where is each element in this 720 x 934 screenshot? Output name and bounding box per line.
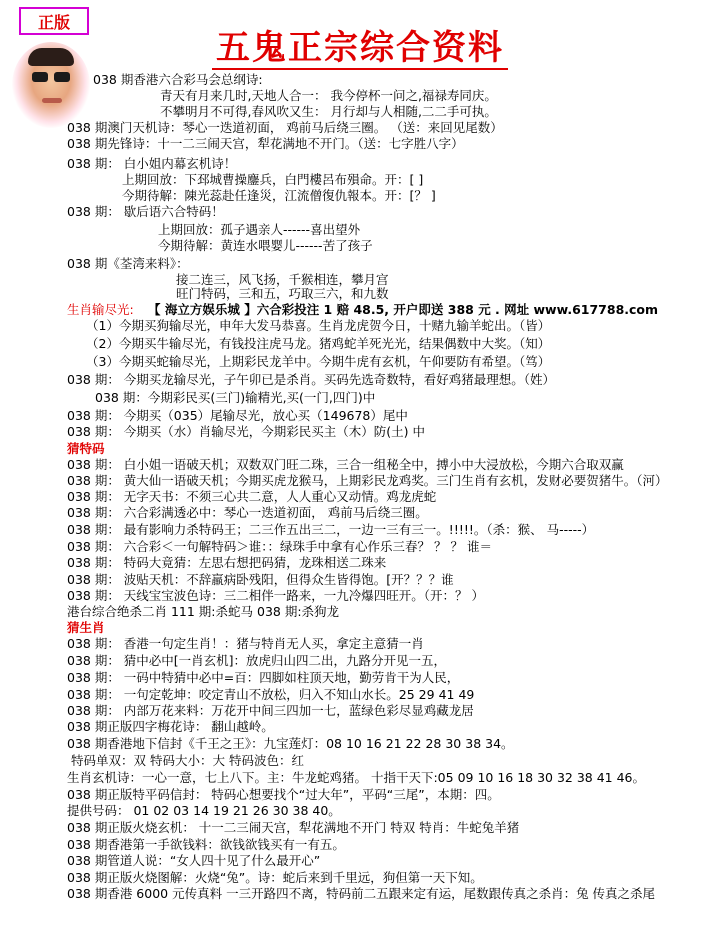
text-line: 上期回放：孤子遇亲人------喜出望外 (158, 222, 361, 237)
text-line: 038 期： 六合彩＜一句解特码＞谁：：绿珠手中拿有心作乐三春？ ？ ？ 谁＝ (67, 539, 492, 554)
text-line: 038 期： 天线宝宝波色诗：三二相伴一路来，一九冷爆四旺开。（开：？ ） (67, 588, 485, 603)
text-line: 旺门特码，三和五，巧取三六，和九数 (176, 286, 389, 301)
section-heading: 猜特码 (67, 441, 105, 456)
text-line: 038 期： 黄大仙一语破天机；今期买虎龙猴马，上期彩民龙鸡奖。三门生肖有玄机，发财必要贺猪牛。（河） (67, 473, 668, 488)
page-title (0, 20, 720, 69)
text-line: 038 期： 今期买（水）肖输尽光，今期彩民买主（木）防(土) 中 (67, 424, 426, 439)
text-line: 提供号码： 01 02 03 14 19 21 26 30 38 40。 (67, 803, 341, 818)
text-line: 038 期正版四字梅花诗： 翻山越岭。 (67, 719, 274, 734)
text-line: 038 期《荃湾来料》： (67, 256, 189, 271)
text-line: 038 期： 特码大竟猜：左思右想把码猜，龙珠相送二珠来 (67, 555, 387, 570)
text-line: 038 期正版特平码信封： 特码心想要找个“过大年”，平码“三尾”，本期：四。 (67, 787, 500, 802)
text-line: 038 期： 今期买（035）尾输尽光，放心买（149678）尾中 (67, 408, 408, 423)
text-line: 038 期： 猜中必中[一肖玄机]：放虎归山四二出，九路分开见一五， (67, 653, 447, 668)
text-line: 038 期： 歇后语六合特码！ (67, 204, 224, 219)
text-line: 生肖输尽光: (67, 302, 134, 317)
text-line: 038 期： 今期买龙输尽光，子午卯已是杀肖。买码先选奇数特，看好鸡猪最理想。（姓） (67, 372, 556, 387)
text-line: 038 期管道人说：“女人四十见了什么最开心” (67, 853, 321, 868)
text-line: 038 期正版火烧玄机： 十一二三闹天宫，犁花满地不开门 特双 特肖：牛蛇兔羊猪 (67, 820, 520, 835)
text-line: 038 期： 内部万花来料：万花开中间三四加一七，蓝绿色彩尽显鸡藏龙居 (67, 703, 474, 718)
text-line: 上期回放：下邳城曹操鏖兵，白門樓呂布殞命。开：[ ] (122, 172, 424, 187)
text-line: （1）今期买狗输尽光，申年大发马恭喜。生肖龙虎贺今日，十赌九输羊蛇出。（皆） (86, 318, 551, 333)
text-line: 038 期： 一句定乾坤：咬定青山不放松，归入不知山水长。25 29 41 49 (67, 687, 475, 702)
text-line: 038 期先锋诗：十一二三闹天宫，犁花满地不开门。（送：七字胜八字） (67, 136, 464, 151)
text-line: 今期待解：陳光蕊赴任逢災，江流僧復仇報本。开：[？ ] (122, 188, 436, 203)
text-line: 038 期澳门天机诗：琴心一迭道初面， 鸡前马后绕三圈。 （送：来回见尾数） (67, 120, 503, 135)
text-line: 038 期香港 6000 元传真料 一三开路四不离，特码前二五跟来定有运，尾数跟传真之杀肖：兔 传真之杀尾 (67, 886, 656, 901)
text-line: 038 期： 波贴天机：不辞羸病卧残阳，但得众生皆得饱。[开？？？谁 (67, 572, 454, 587)
text-line: 港台综合绝杀二肖 111 期:杀蛇马 038 期:杀狗龙 (67, 604, 340, 619)
text-line: 特码单双：双 特码大小：大 特码波色：红 (71, 753, 304, 768)
text-line: 038 期： 六合彩满透必中：琴心一迭道初面， 鸡前马后绕三圈。 (67, 505, 428, 520)
text-line: 青天有月来几时,天地人合一： 我今停杯一问之,福禄寿同庆。 (160, 88, 497, 103)
text-line: 038 期： 一码中特猜中必中=百：四脚如柱顶天地，勤劳肯干为人民， (67, 670, 460, 685)
text-line: 038 期： 最有影响力杀特码王；二三作五出三二，一边一三有三一。!!!!!。（杀：猴、 马-----） (67, 522, 595, 537)
text-line: 038 期正版火烧图解：火烧“兔”。诗：蛇后来到千里远，狗但第一天下知。 (67, 870, 483, 885)
page-title-text: 五鬼正宗综合资料 (212, 28, 508, 70)
text-line: 接二连三，风飞扬，千猴相连，攀月宫 (176, 272, 389, 287)
text-line: 生肖玄机诗：一心一意，七上八下。主：牛龙蛇鸡猪。 十指干天下:05 09 10 16 18 30 32 38 41 46。 (67, 770, 646, 785)
genuine-badge: 正版 (19, 7, 89, 35)
text-line: 038 期： 白小姐一语破天机；双数双门旺二珠，三合一组秘全中，搏小中大浸放松，今期六合取双赢 (67, 457, 624, 472)
text-line: 不攀明月不可得,春风吹又生： 月行却与人相随,二二手可执。 (160, 104, 497, 119)
text-line: （3）今期买蛇输尽光，上期彩民龙羊中。今期牛虎有玄机，午仰要防有希望。（笃） (86, 354, 551, 369)
text-line: 038 期： 无字天书：不须三心共二意，人人重心又动情。鸡龙虎蛇 (67, 489, 437, 504)
text-line: 038 期： 白小姐内幕玄机诗！ (67, 156, 237, 171)
text-line: 038 期香港六合彩马会总纲诗: (93, 72, 263, 87)
text-line: 【 海立方娱乐城 】六合彩投注 1 赔 48.5, 开户即送 388 元 . 网址 www.617788.com (148, 302, 659, 317)
text-line: 038 期：今期彩民买(三门)输精光,买(一门,四门)中 (95, 390, 376, 405)
text-line: 今期待解：黄连水喂婴儿------苦了孩子 (158, 238, 373, 253)
text-line: 038 期香港地下信封《千王之王》：九宝莲灯：08 10 16 21 22 28 30 38 34。 (67, 736, 514, 751)
text-line: （2）今期买牛输尽光，有钱投注虎马龙。猪鸡蛇羊死光光，结果偶数中大奖。（知） (86, 336, 551, 351)
text-line: 038 期香港第一手欲钱料：欲钱欲钱买有一有五。 (67, 837, 345, 852)
section-heading: 猜生肖 (67, 620, 105, 635)
text-line: 038 期： 香港一句定生肖！：猪与特肖无人买，拿定主意猜一肖 (67, 636, 424, 651)
